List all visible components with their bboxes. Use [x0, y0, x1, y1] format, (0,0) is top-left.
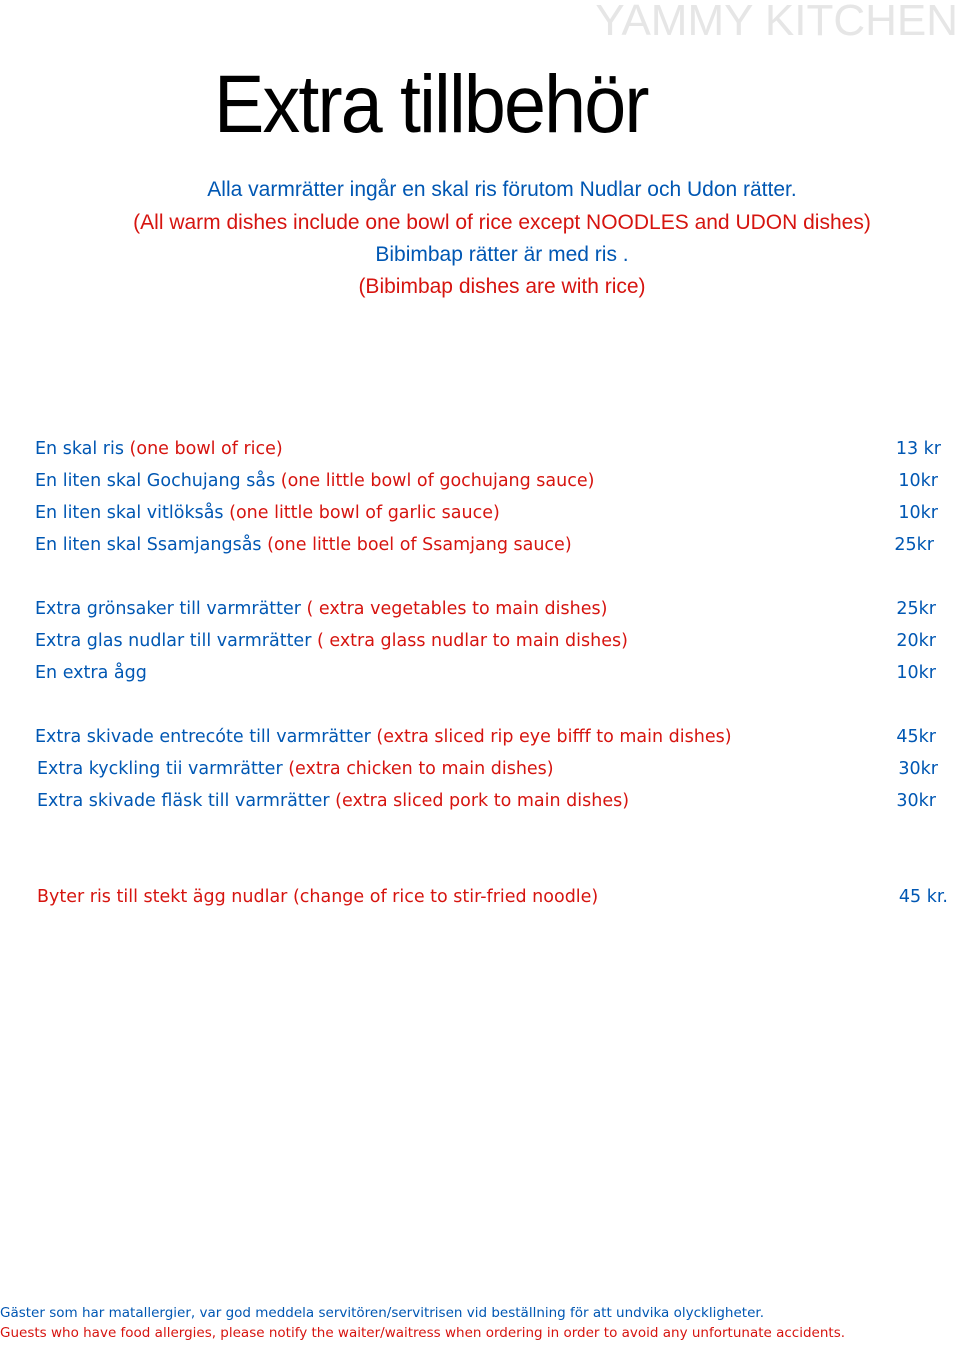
item-name-sv: Extra kyckling tii varmrätter [37, 759, 289, 779]
menu-item-gochujang [0, 465, 960, 497]
item-price: 13 kr [895, 439, 941, 459]
menu-item-extra-entrecote [0, 721, 960, 753]
item-name-en: ( extra glass nudlar to main dishes) [316, 631, 628, 651]
item-price: 10kr [896, 663, 936, 683]
intro-line-english: (All warm dishes include one bowl of rice except NOODLES and UDON dishes) [133, 211, 871, 234]
item-price: 10kr [898, 471, 938, 491]
item-name-sv: En liten skal Gochujang sås [35, 471, 281, 491]
item-name-en: (one bowl of rice) [129, 439, 283, 459]
intro-bibimbap-swedish: Bibimbap rätter är med ris . [375, 243, 629, 266]
item-name-sv: Extra skivade entrecóte till varmrätter [35, 727, 377, 747]
item-name-sv: En liten skal Ssamjangsås [35, 535, 268, 555]
menu-item-rice [0, 433, 960, 465]
item-name-sv: Extra glas nudlar till varmrätter [35, 631, 317, 651]
item-price: 10kr [898, 503, 938, 523]
menu-item-extra-glass-noodles [0, 625, 960, 657]
item-name-sv: Extra grönsaker till varmrätter [35, 599, 307, 619]
item-price: 25kr [896, 599, 936, 619]
menu-item-extra-egg [0, 657, 960, 689]
item-price: 30kr [896, 791, 936, 811]
footer-allergy-swedish: Gäster som har matallergier, var god meddela servitören/servitrisen vid beställning för att undvika olyckligheter. [0, 1305, 764, 1321]
item-name-en: (one little bowl of gochujang sauce) [280, 471, 595, 491]
item-name-en: (change of rice to stir-fried noodle) [292, 887, 599, 907]
menu-item-extra-vegetables [0, 593, 960, 625]
item-price: 45 kr. [898, 887, 948, 907]
item-name-sv: En extra ågg [35, 663, 147, 683]
menu-item-extra-pork [0, 785, 960, 817]
item-name-en: (one little bowl of garlic sauce) [229, 503, 500, 523]
intro-line-swedish: Alla varmrätter ingår en skal ris förutom Nudlar och Udon rätter. [207, 178, 797, 201]
menu-item-ssamjang [0, 529, 960, 561]
intro-bibimbap-english: (Bibimbap dishes are with rice) [358, 275, 646, 298]
item-name-sv: Extra skivade fläsk till varmrätter [37, 791, 336, 811]
page-title: Extra tillbehör [214, 59, 648, 150]
item-price: 30kr [898, 759, 938, 779]
item-name-sv: En skal ris [35, 439, 130, 459]
menu-item-extra-chicken [0, 753, 960, 785]
menu-item-garlic-sauce [0, 497, 960, 529]
item-price: 20kr [896, 631, 936, 651]
item-name-en: (one little boel of Ssamjang sauce) [267, 535, 572, 555]
item-name-en: (extra sliced pork to main dishes) [335, 791, 630, 811]
item-price: 45kr [896, 727, 936, 747]
menu-item-noodle-swap [0, 881, 960, 913]
item-name-sv: Byter ris till stekt ägg nudlar [37, 887, 293, 907]
footer-allergy-english: Guests who have food allergies, please notify the waiter/waitress when ordering in order to avoid any unfortunate accidents. [0, 1325, 846, 1341]
item-name-en: (extra sliced rip eye bifff to main dishes) [376, 727, 732, 747]
item-name-en: ( extra vegetables to main dishes) [306, 599, 608, 619]
item-price: 25kr [894, 535, 934, 555]
watermark-text: YAMMY KITCHEN [595, 0, 958, 45]
item-name-en: (extra chicken to main dishes) [288, 759, 554, 779]
item-name-sv: En liten skal vitlöksås [35, 503, 230, 523]
